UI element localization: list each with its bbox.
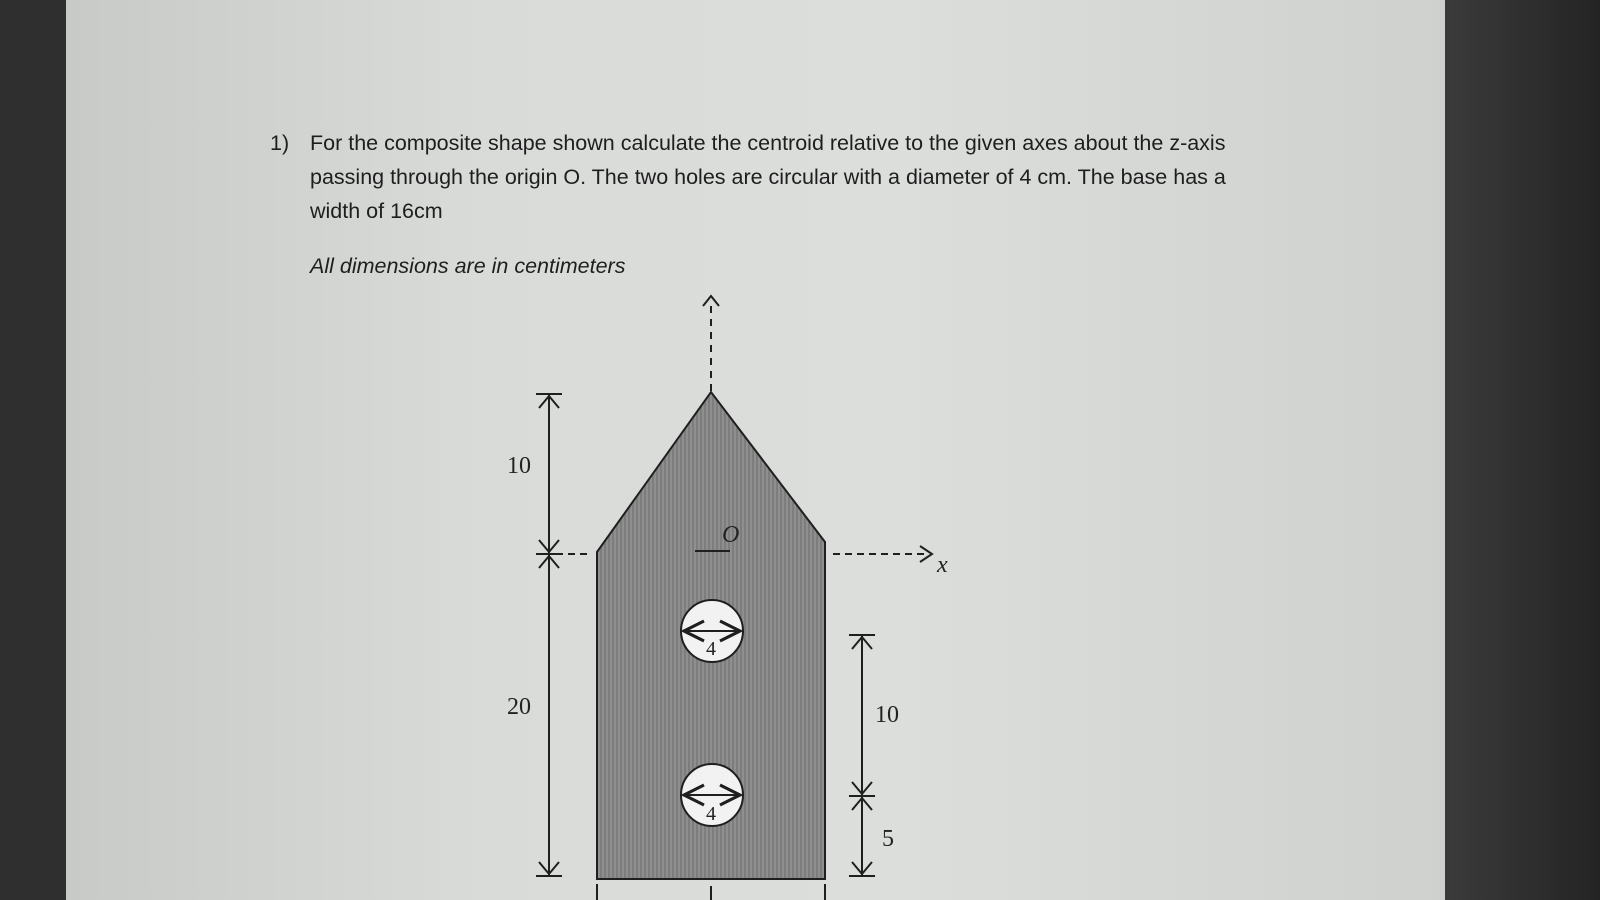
question-text: For the composite shape shown calculate the centroid relative to the given axes about the z-axis passing through the origin O. The two holes are circular with a diameter of 4 cm. The base has a width of 16cm	[310, 131, 1226, 223]
dimension-10-top: 10	[507, 453, 531, 479]
y-axis-arrow-icon	[703, 296, 719, 306]
x-axis-label: x	[937, 552, 948, 578]
dimension-10-right: 10	[875, 702, 899, 728]
question-number: 1)	[270, 131, 290, 155]
upper-hole-label: 4	[706, 638, 716, 660]
dimension-20: 20	[507, 694, 531, 720]
dimension-5: 5	[882, 826, 894, 852]
lower-hole-label: 4	[706, 803, 716, 825]
units-note: All dimensions are in centimeters	[310, 254, 626, 278]
origin-label: O	[722, 522, 740, 548]
